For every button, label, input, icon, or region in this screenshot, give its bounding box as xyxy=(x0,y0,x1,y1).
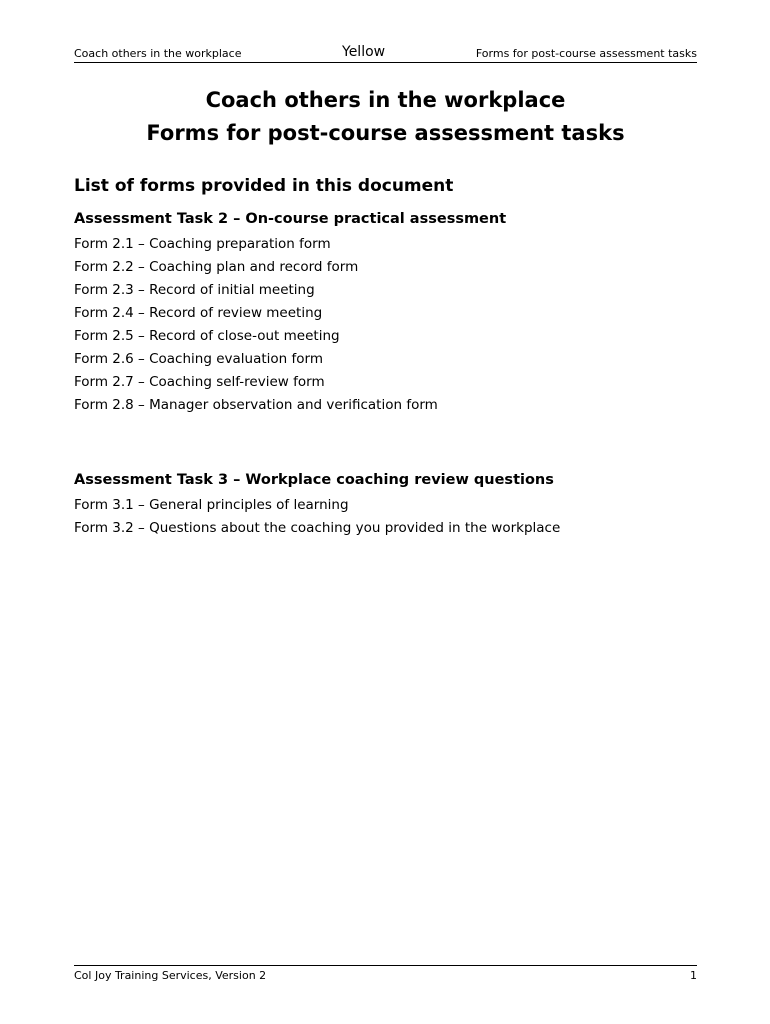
header-section-title: Forms for post-course assessment tasks xyxy=(475,47,697,60)
header-document-title: Coach others in the workplace xyxy=(74,47,242,60)
assessment-task-3-section xyxy=(74,471,697,540)
page-footer xyxy=(74,965,697,985)
list-of-forms-heading: List of forms provided in this document xyxy=(74,176,454,196)
task-3-form-list xyxy=(74,494,697,540)
form-list-item: Form 2.2 – Coaching plan and record form xyxy=(74,259,359,275)
page-title xyxy=(74,84,697,150)
form-list-item: Form 2.8 – Manager observation and verification form xyxy=(74,397,438,413)
form-list-item: Form 2.5 – Record of close-out meeting xyxy=(74,328,340,344)
header-colour-label: Yellow xyxy=(342,44,386,60)
form-list-item: Form 2.1 – Coaching preparation form xyxy=(74,236,331,252)
assessment-task-2-heading: Assessment Task 2 – On-course practical assessment xyxy=(74,211,507,227)
footer-publisher-version: Col Joy Training Services, Version 2 xyxy=(74,969,267,982)
page-title-line-1: Coach others in the workplace xyxy=(205,88,566,112)
form-list-item: Form 2.4 – Record of review meeting xyxy=(74,305,323,321)
form-list-item: Form 2.7 – Coaching self-review form xyxy=(74,374,325,390)
page-number: 1 xyxy=(690,969,697,982)
form-list-item: Form 2.3 – Record of initial meeting xyxy=(74,282,315,298)
page-header xyxy=(74,42,697,63)
task-2-form-list xyxy=(74,233,697,417)
assessment-task-3-heading: Assessment Task 3 – Workplace coaching review questions xyxy=(74,472,554,488)
form-list-item: Form 3.1 – General principles of learning xyxy=(74,497,349,513)
form-list-item: Form 2.6 – Coaching evaluation form xyxy=(74,351,323,367)
page-title-line-2: Forms for post-course assessment tasks xyxy=(146,121,625,145)
assessment-task-2-section xyxy=(74,210,697,417)
form-list-item: Form 3.2 – Questions about the coaching you provided in the workplace xyxy=(74,520,561,536)
